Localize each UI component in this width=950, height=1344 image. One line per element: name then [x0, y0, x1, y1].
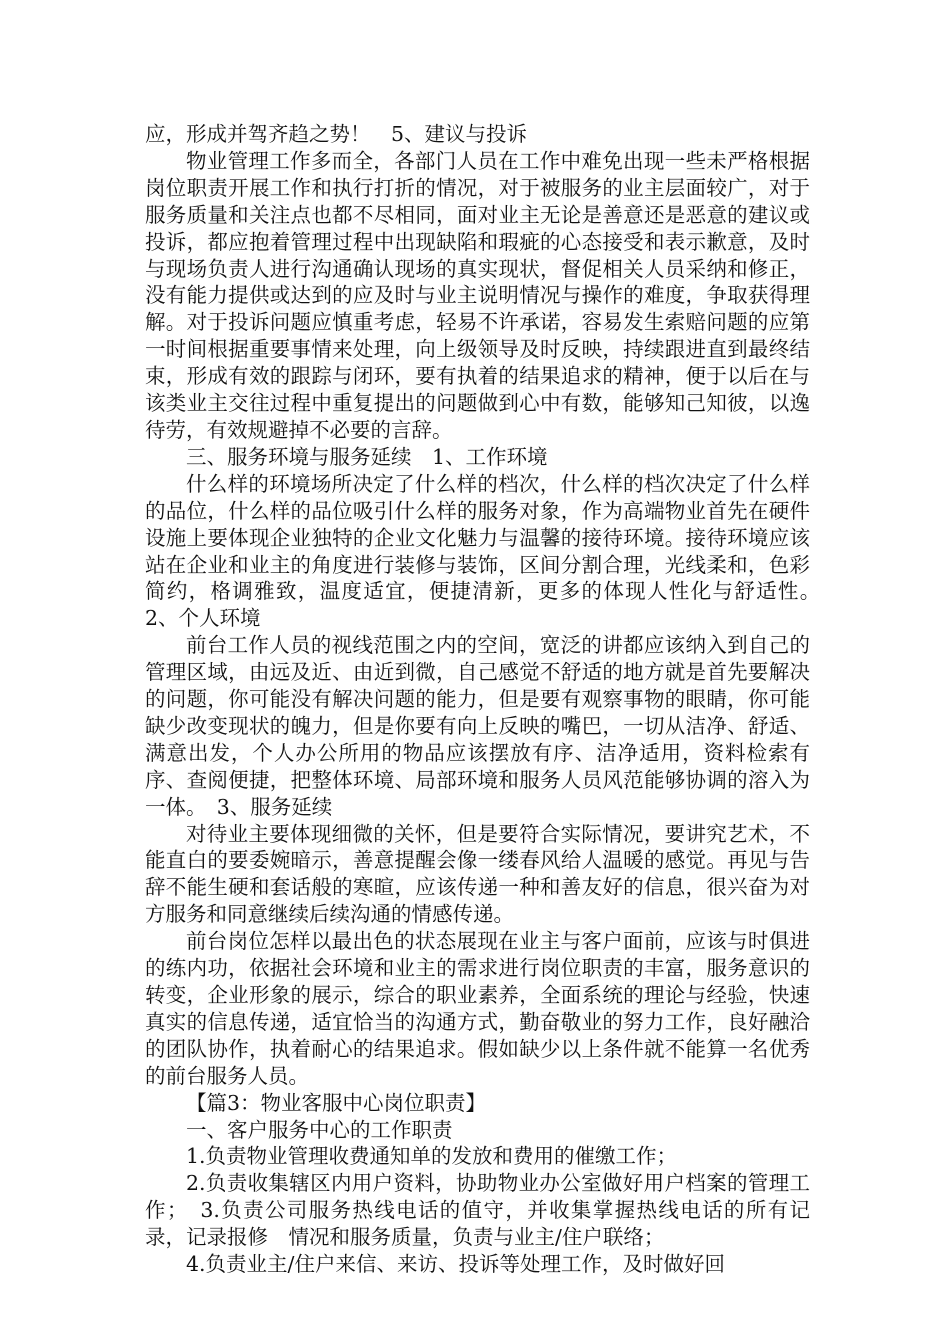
paragraph-2: 物业管理工作多而全，各部门人员在工作中难免出现一些未严格根据岗位职责开展工作和执行打折的情况，对于被服务的业主层面较广，对于服务质量和关注点也都不尽相同，面对业主无论是善意还是恶意的建议或投诉，都应抱着管理过程中出现缺陷和瑕疵的心态接受和表示歉意，及时与现场负责人进行沟通确认现场的真实现状，督促相关人员采纳和修正，没有能力提供或达到的应及时与业主说明情况与操作的难度，争取获得理解。对于投诉问题应慎重考虑，轻易不许承诺，容易发生索赔问题的应第一时间根据重要事情来处理，向上级领导及时反映，持续跟进直到最终结束，形成有效的跟踪与闭环，要有执着的结果追求的精神，便于以后在与该类业主交往过程中重复提出的问题做到心中有数，能够知己知彼，以逸待劳，有效规避掉不必要的言辞。	[145, 148, 810, 442]
paragraph-6: 对待业主要体现细微的关怀，但是要符合实际情况，要讲究艺术，不能直白的要委婉暗示，善意提醒会像一缕春风给人温暖的感觉。再见与告辞不能生硬和套话般的寒暄，应该传递一种和善友好的信息，很兴奋为对方服务和同意继续后续沟通的情感传递。	[145, 821, 810, 927]
section-heading-customer-service-duties: 一、客户服务中心的工作职责	[186, 1117, 453, 1142]
list-item-2: 2.负责收集辖区内用户资料，协助物业办公室做好用户档案的管理工作； 3.负责公司服务热线电话的值守，并收集掌握热线电话的所有记录，记录报修 情况和服务质量，负责与业主/住户联络；	[145, 1171, 810, 1250]
paragraph-5: 前台工作人员的视线范围之内的空间，宽泛的讲都应该纳入到自己的管理区域，由远及近、由近到微，自己感觉不舒适的地方就是首先要解决的问题，你可能没有解决问题的能力，但是要有观察事物的眼睛，你可能缺少改变现状的魄力，但是你要有向上反映的嘴巴，一切从洁净、舒适、满意出发，个人办公所用的物品应该摆放有序、洁净适用，资料检索有序、查阅便捷，把整体环境、局部环境和服务人员风范能够协调的溶入为一体。 3、服务延续	[145, 633, 810, 819]
list-item-4: 4.负责业主/住户来信、来访、投诉等处理工作，及时做好回	[186, 1252, 725, 1277]
paragraph-4: 什么样的环境场所决定了什么样的档次，什么样的档次决定了什么样的品位，什么样的品位吸引什么样的服务对象，作为高端物业首先在硬件设施上要体现企业独特的企业文化魅力与温馨的接待环境。接待环境应该站在企业和业主的角度进行装修与装饰，区间分割合理，光线柔和，色彩简约，格调雅致，温度适宜，便捷清新，更多的体现人性化与舒适性。 2、个人环境	[145, 471, 831, 631]
paragraph-7: 前台岗位怎样以最出色的状态展现在业主与客户面前，应该与时俱进的练内功，依据社会环境和业主的需求进行岗位职责的丰富，服务意识的转变，企业形象的展示，综合的职业素养，全面系统的理论与经验，快速真实的信息传递，适宜恰当的沟通方式，勤奋敬业的努力工作，良好融洽的团队协作，执着耐心的结果追求。假如缺少以上条件就不能算一名优秀的前台服务人员。	[145, 929, 810, 1088]
list-item-1: 1.负责物业管理收费通知单的发放和费用的催缴工作；	[186, 1144, 678, 1169]
paragraph-1: 应，形成并驾齐趋之势！ 5、建议与投诉	[145, 122, 528, 146]
chapter-heading-part-3: 【篇3：物业客服中心岗位职责】	[186, 1090, 487, 1115]
section-heading-service-environment: 三、服务环境与服务延续 1、工作环境	[186, 444, 548, 469]
document-body	[145, 121, 831, 1278]
